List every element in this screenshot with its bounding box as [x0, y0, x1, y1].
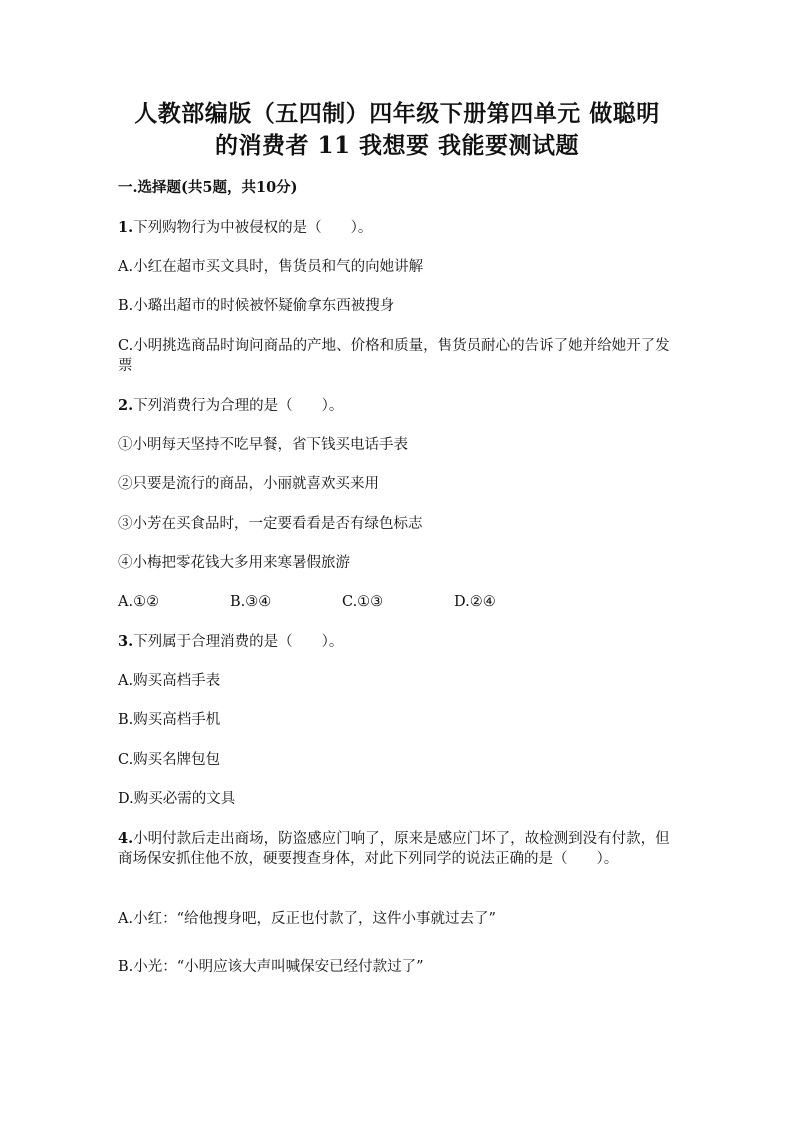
section-heading: 一.选择题(共5题，共10分) [118, 179, 298, 196]
question-3 [118, 632, 678, 652]
question-1-stem: 下列购物行为中被侵权的是（ ）。 [133, 220, 373, 236]
question-3-stem: 下列属于合理消费的是（ ）。 [133, 634, 344, 650]
question-2-options [118, 592, 678, 612]
question-1-number: 1. [118, 219, 134, 236]
document-title-line-2: 的消费者 11 我想要 我能要测试题 [214, 132, 580, 159]
question-4-option-b: B.小光：“小明应该大声叫喊保安已经付款过了” [118, 959, 424, 975]
question-3-option-a: A.购买高档手表 [118, 673, 221, 689]
question-1 [118, 218, 678, 238]
document-title-line-1: 人教部编版（五四制）四年级下册第四单元 做聪明 [134, 100, 660, 127]
question-2-statement-2: ②只要是流行的商品，小丽就喜欢买来用 [118, 476, 379, 492]
question-4-number: 4. [118, 830, 134, 847]
question-1-option-a: A.小红在超市买文具时，售货员和气的向她讲解 [118, 259, 424, 275]
question-4 [118, 829, 678, 869]
question-3-option-b: B.购买高档手机 [118, 712, 221, 728]
question-2-stem: 下列消费行为合理的是（ ）。 [133, 398, 344, 414]
question-3-number: 3. [118, 633, 134, 650]
question-2 [118, 396, 678, 416]
question-4-stem: 小明付款后走出商场，防盗感应门响了，原来是感应门坏了，故检测到没有付款，但商场保安抓住他不放，硬要搜查身体，对此下列同学的说法正确的是（ ）。 [118, 831, 670, 867]
question-2-number: 2. [118, 397, 134, 414]
question-1-option-c: C.小明挑选商品时询问商品的产地、价格和质量，售货员耐心的告诉了她并给她开了发票 [118, 338, 670, 374]
question-3-option-d: D.购买必需的文具 [118, 791, 236, 807]
question-2-statement-3: ③小芳在买食品时，一定要看看是否有绿色标志 [118, 516, 423, 532]
question-2-option-d: D.②④ [454, 594, 496, 610]
question-2-statement-1: ①小明每天坚持不吃早餐，省下钱买电话手表 [118, 437, 408, 453]
question-2-option-b: B.③④ [230, 594, 272, 610]
question-1-option-b: B.小璐出超市的时候被怀疑偷拿东西被搜身 [118, 298, 395, 314]
question-2-option-c: C.①③ [342, 594, 384, 610]
question-3-option-c: C.购买名牌包包 [118, 752, 221, 768]
question-4-option-a: A.小红：“给他搜身吧，反正也付款了，这件小事就过去了” [118, 911, 496, 927]
question-2-statement-4: ④小梅把零花钱大多用来寒暑假旅游 [118, 555, 350, 571]
question-2-option-a: A.①② [118, 594, 160, 610]
